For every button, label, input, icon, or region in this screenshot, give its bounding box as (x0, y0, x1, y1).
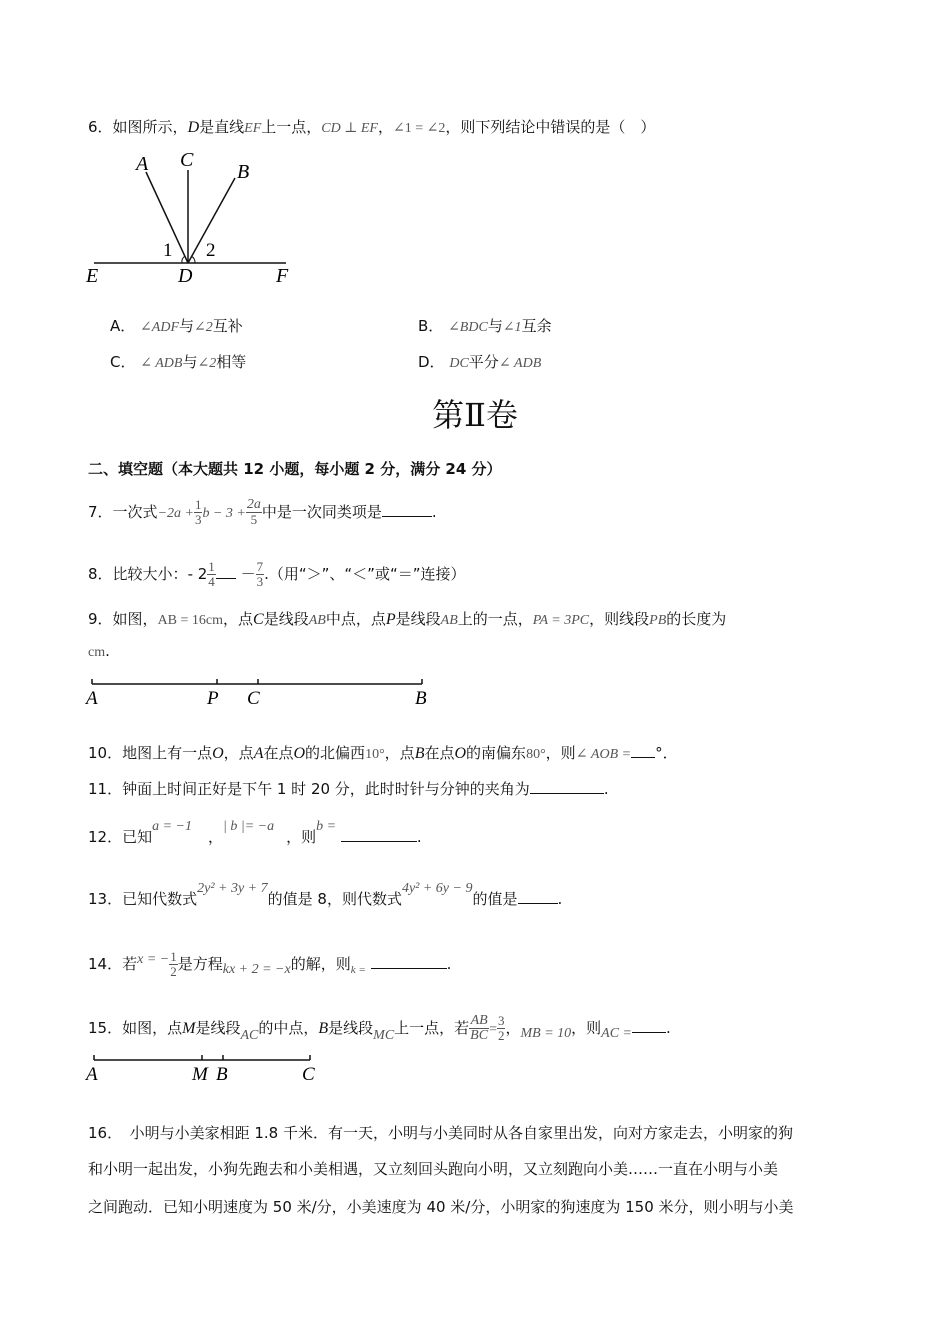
answer-blank[interactable] (341, 827, 417, 842)
answer-blank[interactable] (530, 779, 604, 794)
svg-text:C: C (302, 1064, 315, 1085)
q8-text: 8．比较大小：- 2 $\frac{1}{4}$ － $\frac{7}{3}$ .（用“＞”、“＜”或“＝”连接） (88, 559, 466, 589)
option-d[interactable]: D． DC平分∠ ADB (418, 353, 542, 371)
q13-text: 13．已知代数式2y² + 3y + 7的值是 8，则代数式4y² + 6y − 9的值是 . (88, 881, 563, 908)
svg-text:A: A (86, 688, 98, 709)
q12-text: 12．已知a = −1，| b |= −a，则b = . (88, 819, 422, 846)
q6-text: 6．如图所示，D是直线EF上一点，CD ⊥ EF，∠1 = ∠2，则下列结论中错误的是（ ） (88, 118, 656, 136)
q9-unit: cm. (88, 642, 110, 660)
answer-blank[interactable] (371, 954, 447, 969)
option-b[interactable]: B． ∠BDC与∠1互余 (418, 317, 552, 335)
q11-text: 11．钟面上时间正好是下午 1 时 20 分，此时时针与分钟的夹角为 . (88, 780, 609, 798)
svg-text:P: P (207, 688, 219, 709)
q9-text: 9．如图，AB = 16cm，点C是线段AB中点，点P是线段AB上的一点，PA = 3PC，则线段PB的长度为 (88, 610, 727, 628)
label-1: 1 (163, 240, 173, 261)
label-d: D (178, 265, 193, 287)
svg-text:A: A (86, 1064, 98, 1085)
answer-blank[interactable] (518, 889, 558, 904)
label-2: 2 (206, 240, 216, 261)
answer-blank[interactable] (632, 1023, 666, 1033)
q15-figure (84, 1052, 324, 1088)
svg-text:M: M (192, 1064, 208, 1085)
q16-line-2: 和小明一起出发，小狗先跑去和小美相遇，又立刻回头跑向小明，又立刻跑向小美……一直在小明与小美 (88, 1160, 779, 1178)
q10-text: 10．地图上有一点O，点A在点O的北偏西10°，点B在点O的南偏东80°，则∠ AOB = °． (88, 744, 678, 762)
svg-text:B: B (415, 688, 427, 709)
q6-figure (80, 148, 310, 288)
q14-text: 14．若x = − $\frac{1}{2}$ 是方程kx + 2 = −x的解，则$_{k =}$ . (88, 949, 452, 979)
option-a[interactable]: A． ∠ADF与∠2互补 (110, 317, 243, 335)
part2-heading: 二、填空题（本大题共 12 小题，每小题 2 分，满分 24 分） (88, 460, 502, 478)
answer-blank[interactable] (382, 502, 432, 517)
answer-blank[interactable] (216, 564, 236, 579)
section-title: 第Ⅱ卷 (432, 396, 518, 434)
label-c: C (180, 149, 194, 171)
label-a: A (136, 153, 149, 175)
label-e: E (86, 265, 99, 287)
answer-blank[interactable] (631, 743, 655, 758)
label-b: B (237, 161, 250, 183)
q16-line-1: 16． 小明与小美家相距 1.8 千米．有一天，小明与小美同时从各自家里出发，向对方家走去，小明家的狗 (88, 1124, 793, 1142)
q15-text: 15．如图，点M是线段AC的中点，B是线段MC上一点，若 $\frac{AB}{BC}$ = $\frac{3}{2}$ ，MB = 10，则AC = . (88, 1013, 671, 1043)
q7-text: 7．一次式−2a + $\frac{1}{3}$ b − 3 + $\frac{2a}{5}$ 中是一次同类项是 . (88, 497, 437, 527)
q9-figure (84, 674, 434, 710)
option-c[interactable]: C． ∠ ADB与∠2相等 (110, 353, 247, 371)
svg-text:C: C (247, 688, 260, 709)
label-f: F (276, 265, 289, 287)
svg-text:B: B (216, 1064, 228, 1085)
q16-line-3: 之间跑动．已知小明速度为 50 米/分，小美速度为 40 米/分，小明家的狗速度为 150 米分，则小明与小美 (88, 1198, 794, 1216)
